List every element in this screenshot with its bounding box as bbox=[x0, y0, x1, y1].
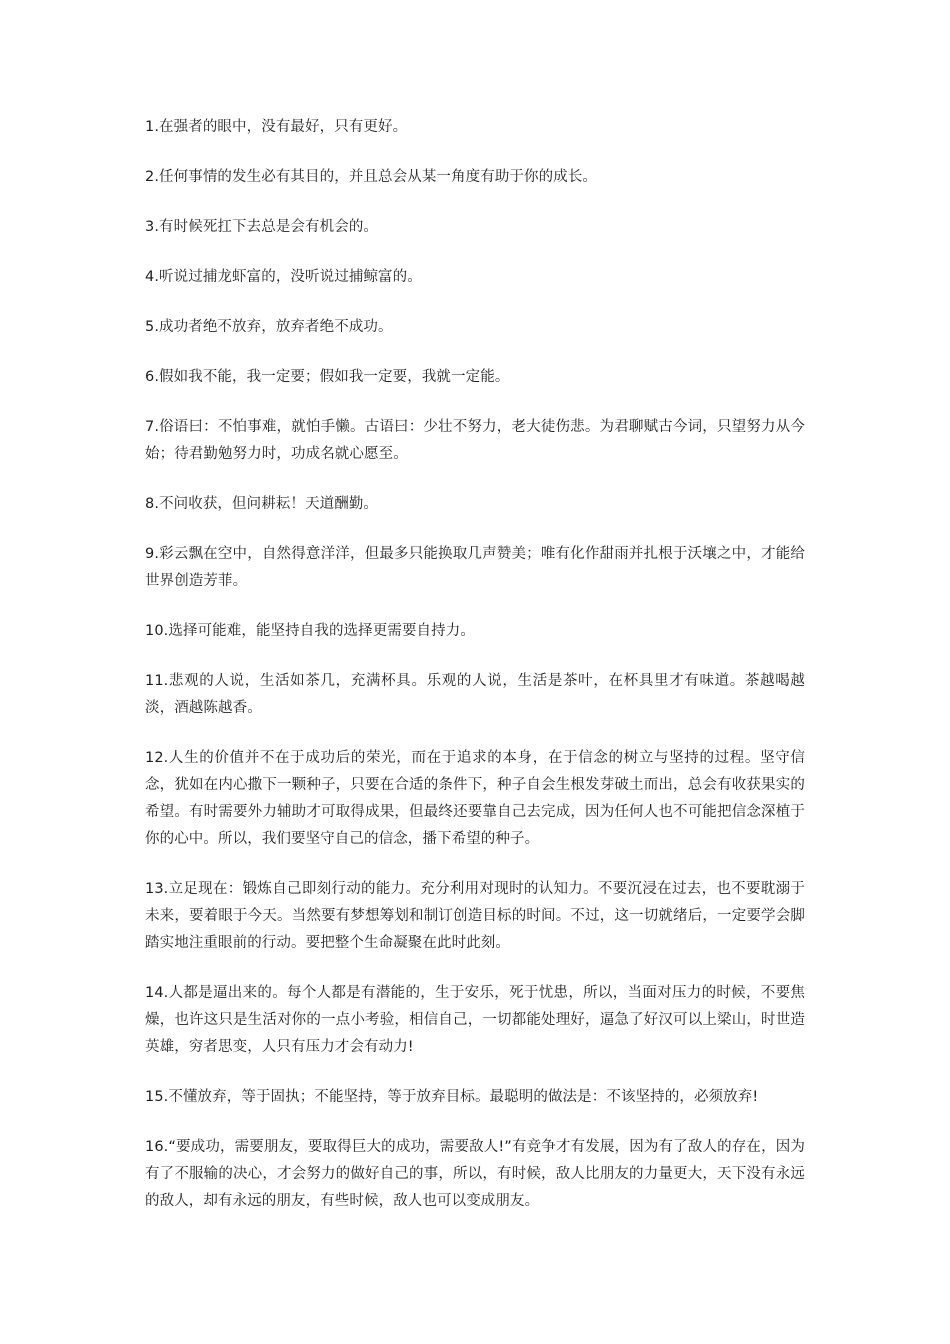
paragraph-1: 1.在强者的眼中，没有最好，只有更好。 bbox=[145, 119, 408, 135]
paragraph-15: 15.不懂放弃，等于固执；不能坚持，等于放弃目标。最聪明的做法是：不该坚持的，必须放弃! bbox=[145, 1089, 759, 1105]
paragraph-2: 2.任何事情的发生必有其目的，并且总会从某一角度有助于你的成长。 bbox=[145, 169, 598, 185]
paragraph-7: 7.俗语曰：不怕事难，就怕手懒。古语曰：少壮不努力，老大徒伤悲。为君聊赋古今词，只望努力从今始；待君勤勉努力时，功成名就心愿至。 bbox=[145, 419, 805, 462]
paragraph-5: 5.成功者绝不放弃，放弃者绝不成功。 bbox=[145, 319, 393, 335]
paragraph-8: 8.不问收获，但问耕耘！天道酬勤。 bbox=[145, 496, 379, 512]
paragraph-16: 16.“要成功，需要朋友，要取得巨大的成功，需要敌人!”有竞争才有发展，因为有了敌人的存在，因为有了不服输的决心，才会努力的做好自己的事，所以，有时候，敌人比朋友的力量更大，天下没有永远的敌人，却有永远的朋友，有些时候，敌人也可以变成朋友。 bbox=[145, 1139, 805, 1209]
paragraph-4: 4.听说过捕龙虾富的，没听说过捕鲸富的。 bbox=[145, 269, 422, 285]
paragraph-9: 9.彩云飘在空中，自然得意洋洋，但最多只能换取几声赞美；唯有化作甜雨并扎根于沃壤之中，才能给世界创造芳菲。 bbox=[145, 546, 805, 589]
paragraph-11: 11.悲观的人说，生活如茶几，充满杯具。乐观的人说，生活是茶叶，在杯具里才有味道。茶越喝越淡，酒越陈越香。 bbox=[145, 673, 805, 716]
paragraph-12: 12.人生的价值并不在于成功后的荣光，而在于追求的本身，在于信念的树立与坚持的过程。坚守信念，犹如在内心撒下一颗种子，只要在合适的条件下，种子自会生根发芽破土而出，总会有收获果实的希望。有时需要外力辅助才可取得成果，但最终还要靠自己去完成，因为任何人也不可能把信念深植于你的心中。所以，我们要坚守自己的信念，播下希望的种子。 bbox=[145, 750, 805, 847]
paragraph-6: 6.假如我不能，我一定要；假如我一定要，我就一定能。 bbox=[145, 369, 510, 385]
paragraph-14: 14.人都是逼出来的。每个人都是有潜能的，生于安乐，死于忧患，所以，当面对压力的时候，不要焦燥，也许这只是生活对你的一点小考验，相信自己，一切都能处理好，逼急了好汉可以上梁山，时世造英雄，穷者思变，人只有压力才会有动力! bbox=[145, 985, 805, 1055]
paragraph-10: 10.选择可能难，能坚持自我的选择更需要自持力。 bbox=[145, 623, 475, 639]
document-body bbox=[145, 114, 805, 1238]
paragraph-3: 3.有时候死扛下去总是会有机会的。 bbox=[145, 219, 379, 235]
paragraph-13: 13.立足现在：锻炼自己即刻行动的能力。充分利用对现时的认知力。不要沉浸在过去，也不要耽溺于未来，要着眼于今天。当然要有梦想筹划和制订创造目标的时间。不过，这一切就绪后，一定要学会脚踏实地注重眼前的行动。要把整个生命凝聚在此时此刻。 bbox=[145, 881, 805, 951]
